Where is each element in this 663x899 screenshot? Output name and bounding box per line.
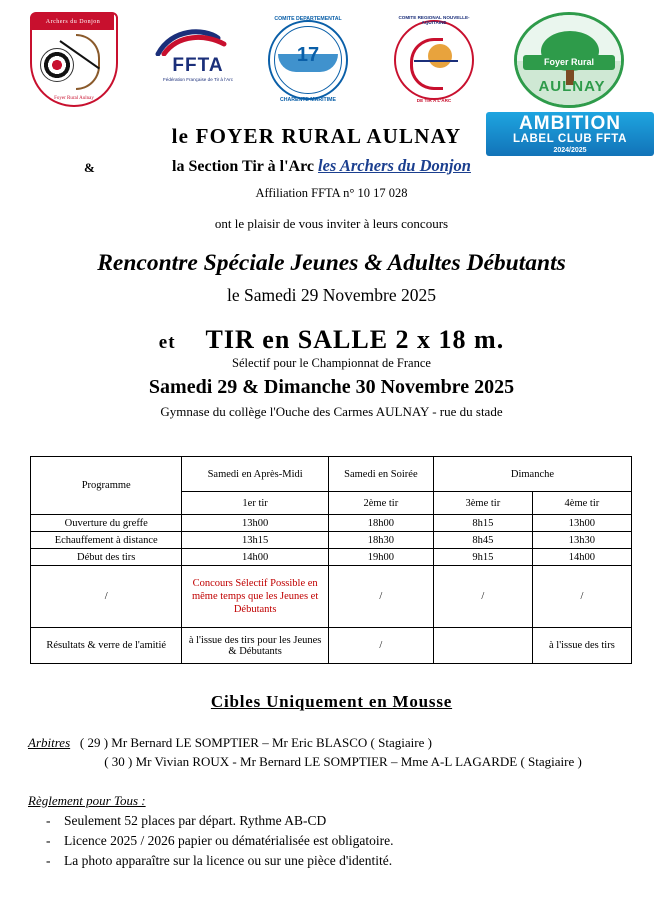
comite-regional-nouvelle-aquitaine-logo (388, 14, 480, 106)
subheader-2eme-tir: 2ème tir (328, 492, 433, 515)
row-cell-1: 14h00 (182, 549, 328, 566)
table-header-row (31, 457, 632, 492)
section-title (0, 156, 663, 176)
ambition-line3: 2024/2025 (553, 147, 587, 154)
cd17-top-text: COMITE DEPARTEMENTAL (274, 16, 342, 22)
table-row (31, 532, 632, 549)
row-cell-2: / (328, 566, 433, 628)
row-cell-3: 9h15 (433, 549, 532, 566)
ffta-logo (152, 26, 244, 98)
ambition-line1: AMBITION (519, 113, 621, 134)
row-cell-2: 18h00 (328, 515, 433, 532)
ampersand: & (84, 160, 95, 175)
row-cell-2: 18h30 (328, 532, 433, 549)
programme-table (30, 456, 632, 664)
selectif-text: Sélectif pour le Championnat de France (232, 356, 431, 370)
row-label: Début des tirs (31, 549, 182, 566)
row-cell-1: 13h15 (182, 532, 328, 549)
foyer-town-text: AULNAY (538, 78, 606, 95)
foyer-rural-aulnay-logo (514, 12, 624, 108)
table-row (31, 566, 632, 628)
logo-row (0, 6, 663, 110)
list-item-text: Licence 2025 / 2026 papier ou dématérialisée est obligatoire. (64, 833, 394, 848)
row-cell-2: 19h00 (328, 549, 433, 566)
dash-bullet: - (46, 833, 51, 848)
subheader-3eme-tir: 3ème tir (433, 492, 532, 515)
et-word: et (158, 332, 176, 353)
header-samedi-apm: Samedi en Après-Midi (182, 457, 328, 492)
archers-du-donjon-logo (30, 12, 118, 107)
shield-top-text: Archers du Donjon (32, 14, 114, 30)
target-icon (40, 48, 74, 82)
subheader-4eme-tir: 4ème tir (532, 492, 631, 515)
row-cell-1: Concours Sélectif Possible en même temps que les Jeunes et Débutants (182, 566, 328, 628)
table-row (31, 549, 632, 566)
arrow-shaft-icon (414, 60, 458, 62)
foyer-oval (514, 12, 624, 108)
header-samedi-soiree: Samedi en Soirée (328, 457, 433, 492)
arbitres-text-1: ( 29 ) Mr Bernard LE SOMPTIER – Mr Eric BLASCO ( Stagiaire ) (79, 735, 432, 750)
row-cell-3: / (433, 566, 532, 628)
list-item (46, 831, 646, 851)
comite-departemental-17-logo (262, 14, 354, 106)
header-programme: Programme (31, 457, 182, 515)
list-item (46, 851, 646, 871)
row-cell-4: à l'issue des tirs (532, 628, 631, 664)
club-title: le FOYER RURAL AULNAY (171, 124, 462, 148)
cd17-bottom-text: CHARENTE MARITIME (280, 97, 336, 103)
row-label: Echauffement à distance (31, 532, 182, 549)
crna-bottom-text: DE TIR A L'ARC (416, 98, 452, 103)
reglement-list (46, 811, 646, 871)
row-cell-1: à l'issue des tirs pour les Jeunes & Débutants (182, 628, 328, 664)
list-item-text: La photo apparaître sur la licence ou sur une pièce d'identité. (64, 853, 393, 868)
cd17-number: 17 (296, 44, 320, 66)
affiliation-text: Affiliation FFTA n° 10 17 028 (255, 186, 408, 200)
archer-figure-icon (428, 44, 452, 68)
ffta-subtitle: Fédération Française de Tir à l'Arc (162, 77, 234, 82)
list-item (46, 811, 646, 831)
row-cell-4: / (532, 566, 631, 628)
reglement-title: Règlement pour Tous : (28, 793, 146, 808)
event-date-line: le Samedi 29 Novembre 2025 (227, 285, 436, 305)
ambition-line2: LABEL CLUB FFTA (513, 133, 627, 145)
dash-bullet: - (46, 853, 51, 868)
ffta-arc-icon (154, 26, 242, 56)
row-cell-4: 14h00 (532, 549, 631, 566)
shield-bottom-text: Foyer Rural Aulnay (54, 96, 94, 101)
row-label: Résultats & verre de l'amitié (31, 628, 182, 664)
header-dimanche: Dimanche (433, 457, 631, 492)
row-cell-4: 13h00 (532, 515, 631, 532)
arbitres-label: Arbitres (28, 735, 71, 750)
event-dates: Samedi 29 & Dimanche 30 Novembre 2025 (148, 376, 515, 398)
table-row (31, 628, 632, 664)
section-prefix: la Section Tir à l'Arc (172, 158, 314, 175)
ffta-name: FFTA (172, 55, 224, 76)
section-name: les Archers du Donjon (317, 156, 471, 175)
row-cell-2: / (328, 628, 433, 664)
arbitres-line-2: ( 30 ) Mr Vivian ROUX - Mr Bernard LE SOMPTIER – Mme A-L LAGARDE ( Stagiaire ) (104, 754, 582, 769)
tir-label: TIR en SALLE 2 x 18 m. (205, 325, 505, 354)
row-cell-1: 13h00 (182, 515, 328, 532)
crna-top-text: COMITE REGIONAL NOUVELLE-AQUITAINE (398, 15, 470, 25)
row-label: / (31, 566, 182, 628)
dash-bullet: - (46, 813, 51, 828)
invitation-text: ont le plaisir de vous inviter à leurs concours (214, 216, 449, 231)
cibles-notice: Cibles Uniquement en Mousse (210, 692, 453, 711)
list-item-text: Seulement 52 places par départ. Rythme AB-CD (64, 813, 327, 828)
row-cell-3: 8h45 (433, 532, 532, 549)
tir-en-salle-title (0, 325, 663, 355)
table-row (31, 515, 632, 532)
row-label: Ouverture du greffe (31, 515, 182, 532)
row-cell-3: 8h15 (433, 515, 532, 532)
row-cell-3 (433, 628, 532, 664)
arbitres-line-1 (28, 735, 648, 751)
foyer-banner-text: Foyer Rural (523, 55, 615, 70)
subheader-1er-tir: 1er tir (182, 492, 328, 515)
event-title: Rencontre Spéciale Jeunes & Adultes Débutants (97, 250, 566, 276)
row-cell-4: 13h30 (532, 532, 631, 549)
event-venue: Gymnase du collège l'Ouche des Carmes AULNAY - rue du stade (160, 404, 503, 419)
